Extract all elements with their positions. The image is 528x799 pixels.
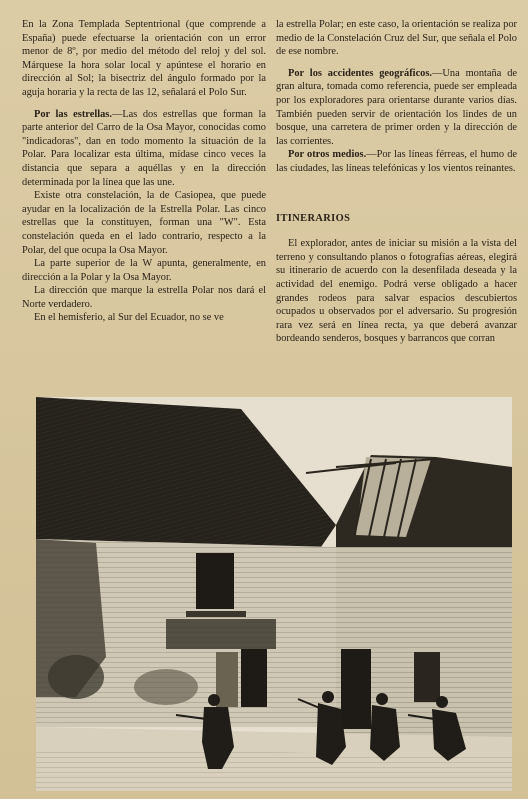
left-text-column [22,18,266,325]
paragraph-itinerarios: El explorador, antes de iniciar su misión a la vista del terreno y consultando planos o fotografías aéreas, elegirá su itinerario de acuerdo con la desenfilada deseada y la actividad del enemigo. Podrá verse obligado a hacer grandes rodeos para salvar espacios descubiertos ocupados u observados por el adversario. Su progresión rara vez será en línea recta, ya que deberá avanzar bordeando senderos, bosques y barrancos que corran [276,238,517,345]
paragraph-w-apunta: La parte superior de la W apunta, generalmente, en dirección a la Polar y la Osa Mayor. [22,258,266,283]
illustration-ruined-house [36,397,512,791]
paragraph-hemisferio-sur: En el hemisferio, al Sur del Ecuador, no se ve [34,312,224,324]
right-text-column [276,18,517,346]
run-in-heading-estrellas: Por las estrellas. [34,108,112,120]
section-title-itinerarios: ITINERARIOS [276,212,351,224]
paragraph-casiopea: Existe otra constelación, la de Casiopea, que puede ayudar en la localización de la Estrella Polar. Las cinco estrellas que la constituyen, forman una "W". Esta constelación queda en el lado contrario, respecto a la Polar, del que ocupa la Osa Mayor. [22,190,266,256]
run-in-heading-otros-medios: Por otros medios. [288,149,367,161]
paragraph-norte-verdadero: La dirección que marque la estrella Polar nos dará el Norte verdadero. [22,285,266,310]
paragraph-cruz-del-sur: la estrella Polar; en este caso, la orientación se realiza por medio de la Constelación Cruz del Sur, que señala el Polo de ese nombre. [276,19,517,58]
paragraph-orientacion-reloj: En la Zona Templada Septentrional (que comprende a España) puede efectuarse la orientación con un error menor de 8º, por medio del método del reloj y del sol. Márquese la hora solar local y apúntese el horario en dirección al Sol; la bisectriz del ángulo formado por la aguja horaria y la recta de las 12, señalará el Polo Sur. [22,19,266,98]
paragraph-estrellas-text: —Las dos estrellas que forman la parte anterior del Carro de la Osa Mayor, conocidas como "indicadoras", dan en todo momento la situación de la Polar. Para localizar esta última, mídase cinco veces la distancia que separa a aquéllas y en la dirección determinada por la línea que las une. [22,108,266,188]
paragraph-por-las-estrellas [22,108,266,190]
paragraph-accidentes-geograficos [276,67,517,149]
paragraph-otros-medios-text: —Por las líneas férreas, el humo de las ciudades, las líneas telefónicas y los vientos reinantes. [276,149,517,174]
run-in-heading-accidentes: Por los accidentes geográficos. [288,67,433,79]
paragraph-otros-medios [276,148,517,175]
paragraph-accidentes-text: —Una montaña de gran altura, tomada como referencia, puede ser empleada por los exploradores para orientarse durante varios días. También pueden servir de orientación los lindes de un bosque, una carretera de primer orden y la dirección de las corrientes. [276,67,518,147]
